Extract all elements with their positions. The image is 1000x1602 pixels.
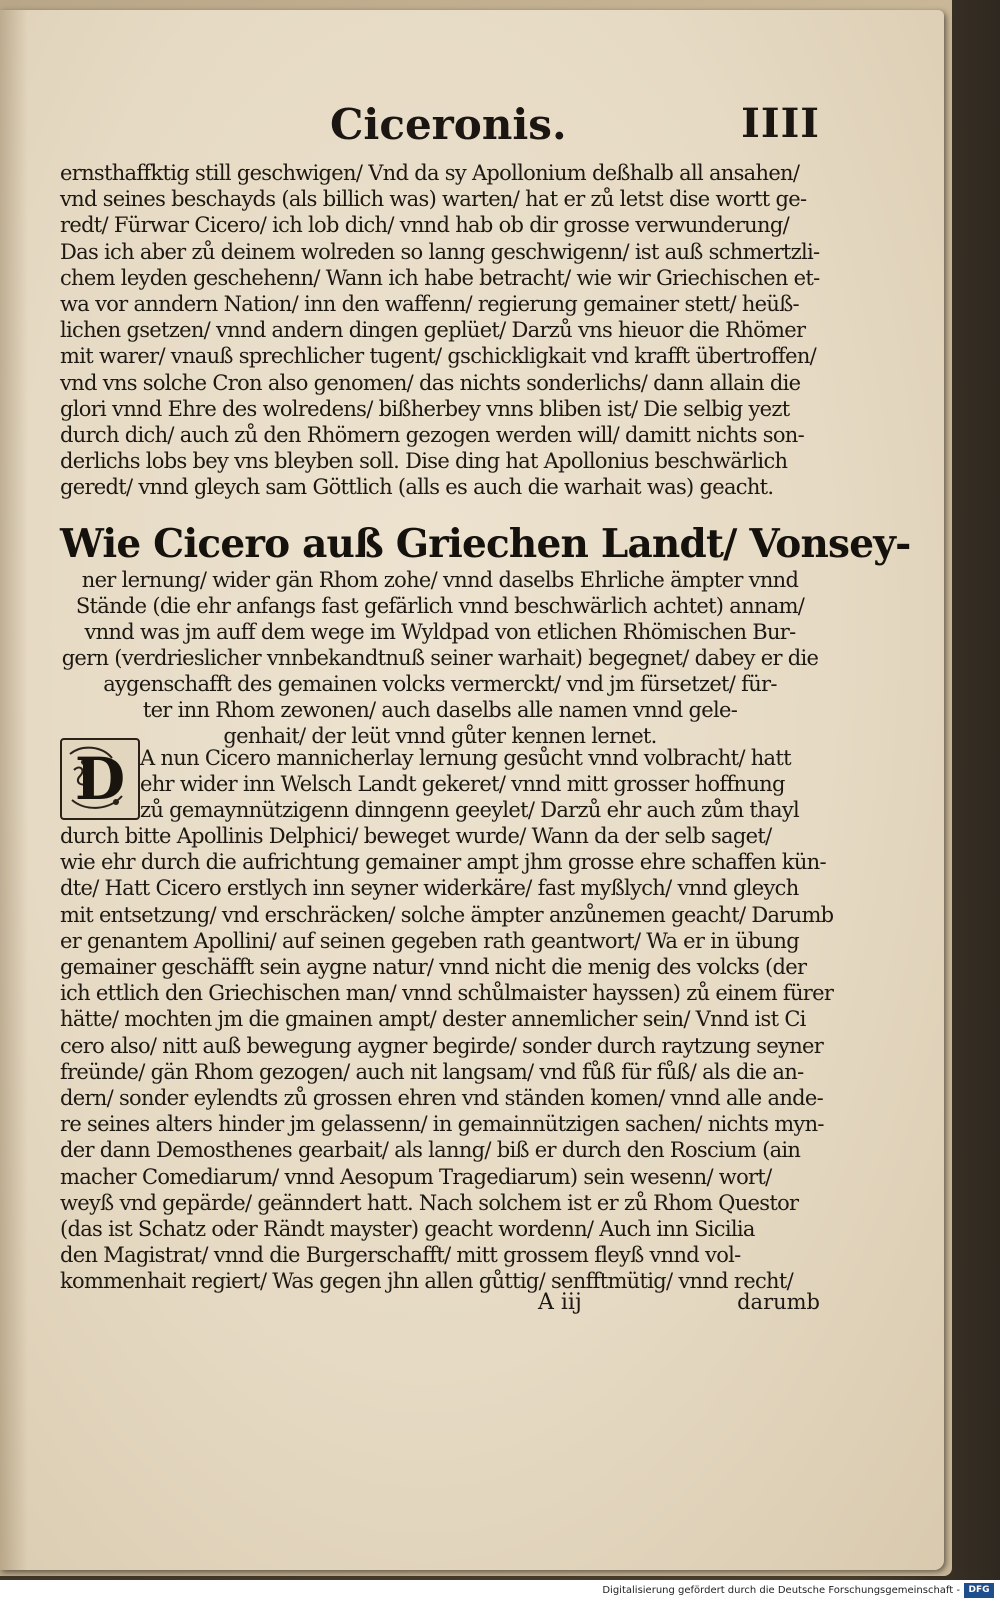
body-line: weyß vnd gepärde/ geänndert hatt. Nach solchem ist er zů Rhom Questor bbox=[60, 1190, 799, 1215]
subheading-line: Stände (die ehr anfangs fast gefärlich vnnd beschwärlich achtet) annam/ bbox=[75, 594, 805, 618]
body-line: ich ettlich den Griechischen man/ vnnd schůlmaister hayssen) zů einem fürer bbox=[60, 981, 834, 1006]
subheading-line: vnnd was jm auff dem wege im Wyldpad von etlichen Rhömischen Bur- bbox=[84, 620, 796, 644]
subheading-line: aygenschafft des gemainen volcks vermerckt/ vnd jm fürsetzet/ für- bbox=[103, 672, 777, 696]
body-line: durch bitte Apollinis Delphici/ beweget wurde/ Wann da der selb saget/ bbox=[60, 824, 772, 848]
text-line: geredt/ vnnd gleych sam Göttlich (alls es auch die warhait was) geacht. bbox=[60, 475, 774, 500]
body-line: (das ist Schatz oder Rändt mayster) geacht wordenn/ Auch inn Sicilia bbox=[60, 1217, 755, 1241]
body-line: freünde/ gän Rhom gezogen/ auch nit langsam/ vnd fůß für fůß/ als die an- bbox=[60, 1059, 804, 1084]
text-line: Das ich aber zů deinem wolreden so lanng geschwigenn/ ist auß schmertzli- bbox=[60, 239, 820, 264]
body-line: ehr wider inn Welsch Landt gekeret/ vnnd mitt grosser hoffnung bbox=[140, 772, 785, 796]
body-line: dern/ sonder eylendts zů grossen ehren vnd ständen komen/ vnnd alle ande- bbox=[60, 1086, 824, 1110]
text-line: lichen gsetzen/ vnnd andern dingen geplüet/ Darzů vns hieuor die Rhömer bbox=[60, 318, 806, 343]
credit-bar bbox=[0, 1580, 1000, 1602]
text-line: chem leyden geschehenn/ Wann ich habe betracht/ wie wir Griechischen et- bbox=[60, 265, 820, 290]
text-line: wa vor anndern Nation/ inn den waffenn/ regierung gemainer stett/ heüß- bbox=[60, 292, 799, 316]
initial-letter: D bbox=[74, 745, 126, 813]
dfg-logo: DFG bbox=[964, 1583, 994, 1598]
running-title: Ciceronis. bbox=[330, 100, 567, 149]
page-gutter-shadow bbox=[0, 10, 28, 1570]
text-line: redt/ Fürwar Cicero/ ich lob dich/ vnnd hab ob dir grosse verwunderung/ bbox=[60, 213, 789, 238]
body-line: kommenhait regiert/ Was gegen jhn allen gůttig/ senfftmütig/ vnnd recht/ bbox=[60, 1269, 793, 1294]
text-line: ernsthaffktig still geschwigen/ Vnd da sy Apollonium deßhalb all ansahen/ bbox=[60, 161, 800, 185]
body-line: A nun Cicero mannicherlay lernung gesůcht vnnd volbracht/ hatt bbox=[140, 746, 791, 770]
catchword: darumb bbox=[737, 1290, 820, 1314]
body-line: zů gemaynnützigenn dinngenn geeylet/ Darzů ehr auch zům thayl bbox=[140, 798, 799, 822]
body-line: macher Comediarum/ vnnd Aesopum Tragediarum) sein wesenn/ wort/ bbox=[60, 1164, 772, 1189]
funding-credit: Digitalisierung gefördert durch die Deutsche Forschungsgemeinschaft - bbox=[602, 1585, 960, 1596]
subheading-line: genhait/ der leüt vnnd gůter kennen lernet. bbox=[223, 724, 657, 748]
subheading-line: gern (verdrieslicher vnnbekandtnuß seiner warhait) begegnet/ dabey er die bbox=[61, 646, 819, 670]
body-line: hätte/ mochten jm die gmainen ampt/ dester annemlicher sein/ Vnnd ist Ci bbox=[60, 1007, 806, 1032]
body-line: wie ehr durch die aufrichtung gemainer ampt jhm grosse ehre schaffen kün- bbox=[60, 850, 826, 875]
chapter-heading: Wie Cicero auß Griechen Landt/ Vonsey- bbox=[60, 521, 911, 567]
body-line: dte/ Hatt Cicero erstlych inn seyner widerkäre/ fast myßlych/ vnnd gleych bbox=[60, 876, 799, 901]
body-line: er genantem Apollini/ auf seinen gegeben rath geantwort/ Wa er in übung bbox=[60, 928, 799, 953]
text-line: durch dich/ auch zů den Rhömern gezogen werden will/ damitt nichts son- bbox=[60, 423, 805, 447]
body-line: gemainer geschäfft sein aygne natur/ vnnd nicht die menig des volcks (der bbox=[60, 955, 807, 979]
text-line: derlichs lobs bey vns bleyben soll. Dise ding hat Apollonius beschwärlich bbox=[60, 449, 788, 474]
subheading-line: ner lernung/ wider gän Rhom zohe/ vnnd daselbs Ehrliche ämpter vnnd bbox=[81, 568, 799, 592]
decorated-initial bbox=[60, 738, 140, 820]
signature-mark: A iij bbox=[538, 1290, 582, 1315]
body-line: der dann Demosthenes gearbait/ als lanng/ biß er durch den Roscium (ain bbox=[60, 1138, 801, 1163]
page-header bbox=[330, 100, 820, 156]
body-line: mit entsetzung/ vnd erschräcken/ solche ämpter anzůnemen geacht/ Darumb bbox=[60, 902, 834, 927]
subheading-line: ter inn Rhom zewonen/ auch daselbs alle namen vnnd gele- bbox=[142, 698, 738, 722]
text-line: mit warer/ vnauß sprechlicher tugent/ gschickligkait vnd krafft übertroffen/ bbox=[60, 344, 817, 369]
text-line: vnd vns solche Cron also genomen/ das nichts sonderlichs/ dann allain die bbox=[60, 370, 801, 395]
text-line: vnd seines beschayds (als billich was) warten/ hat er zů letst dise wortt ge- bbox=[60, 187, 807, 212]
folio-number: IIII bbox=[741, 100, 820, 147]
text-line: glori vnnd Ehre des wolredens/ bißherbey vnns bliben ist/ Die selbig yezt bbox=[60, 396, 790, 421]
body-line: re seines alters hinder jm gelassenn/ in gemainnützigen sachen/ nichts myn- bbox=[60, 1112, 824, 1137]
body-line: den Magistrat/ vnnd die Burgerschafft/ mitt grossem fleyß vnnd vol- bbox=[60, 1243, 741, 1268]
body-line: cero also/ nitt auß bewegung aygner begirde/ sonder durch raytzung seyner bbox=[60, 1033, 824, 1058]
